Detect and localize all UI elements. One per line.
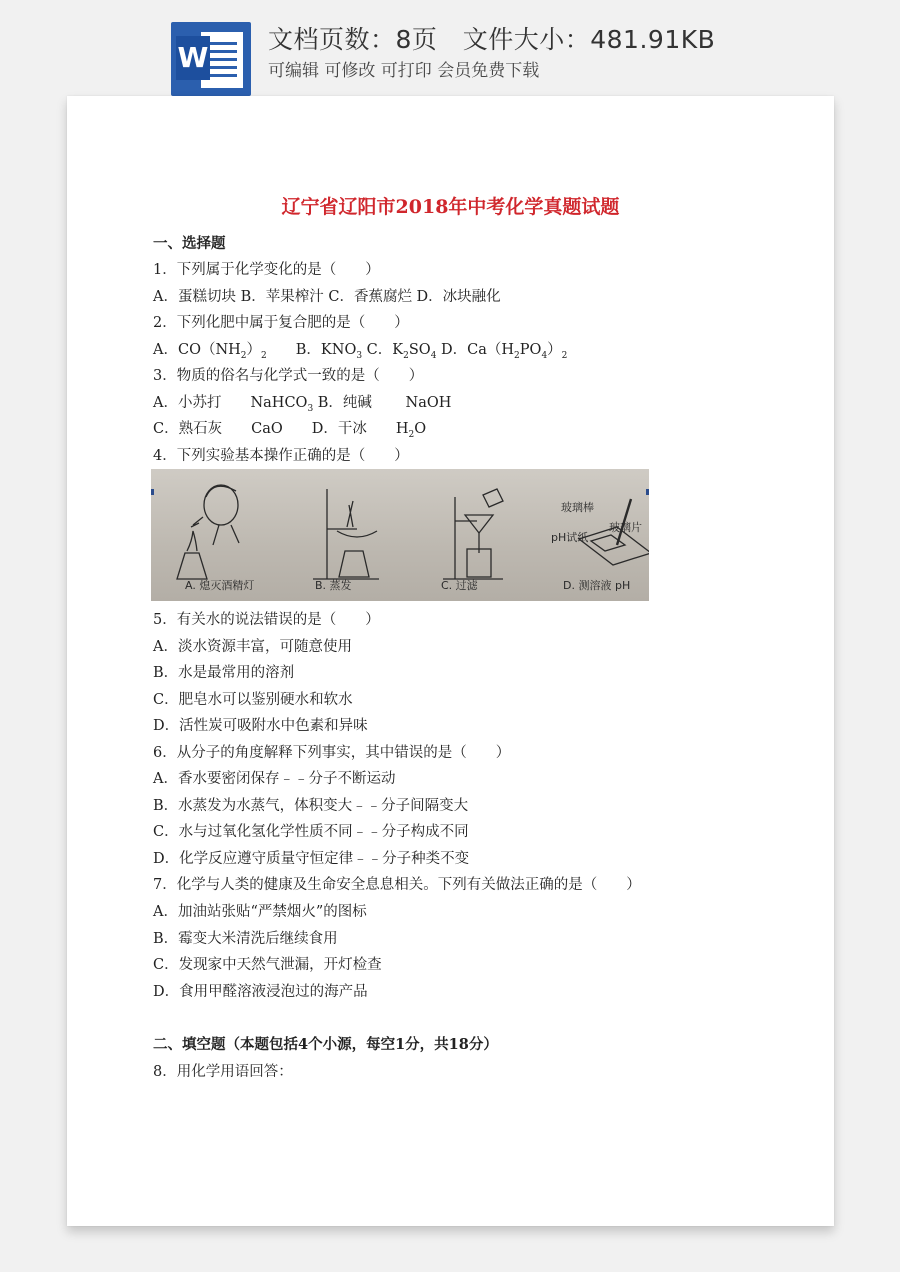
illustration-evaporation <box>313 489 379 579</box>
caption-d: D. 测溶液 pH <box>563 579 631 592</box>
question-5-option-d: D．活性炭可吸附水中色素和异味 <box>153 718 368 734</box>
caption-c: C. 过滤 <box>441 579 478 592</box>
caption-a: A. 熄灭酒精灯 <box>185 579 255 592</box>
label-ph-paper: pH试纸 <box>551 531 589 544</box>
lab-operations-figure <box>151 469 649 601</box>
word-letter: W <box>176 36 210 80</box>
question-5-option-b: B．水是最常用的溶剂 <box>153 665 295 681</box>
question-4-stem: 4．下列实验基本操作正确的是（ ） <box>153 448 409 464</box>
file-info-subtitle: 可编辑 可修改 可打印 会员免费下载 <box>268 61 540 81</box>
question-8-stem: 8．用化学用语回答： <box>153 1064 293 1080</box>
question-3-options-ab: A．小苏打 NaHCO$_3$ B．纯碱 NaOH <box>153 395 452 414</box>
question-7-stem: 7．化学与人类的健康及生命安全息息相关。下列有关做法正确的是（ ） <box>153 877 641 893</box>
question-6-stem: 6．从分子的角度解释下列事实，其中错误的是（ ） <box>153 745 511 761</box>
label-glass-sheet: 玻璃片 <box>609 521 642 534</box>
question-3-stem: 3．物质的俗名与化学式一致的是（ ） <box>153 368 424 384</box>
download-banner <box>0 0 900 96</box>
lab-illustrations <box>151 469 649 601</box>
question-2-stem: 2．下列化肥中属于复合肥的是（ ） <box>153 315 409 331</box>
section-heading-fill: 二、填空题（本题包括4个小源，每空1分，共18分） <box>153 1036 498 1053</box>
question-2-options: A．$CO(NH_2)_2$ B．$KNO_3$ C．$K_2SO_4$ D．$Ca(H_2PO_4)_2$ <box>153 342 568 361</box>
section-heading-choice: 一、选择题 <box>153 235 226 252</box>
question-7-option-b: B．霉变大米清洗后继续食用 <box>153 931 338 947</box>
illustration-alcohol-lamp <box>177 485 239 579</box>
illustration-filtration <box>443 489 503 579</box>
question-7-option-c: C．发现家中天然气泄漏，开灯检查 <box>153 957 382 973</box>
question-1-stem: 1．下列属于化学变化的是（ ） <box>153 262 380 278</box>
label-glass-rod: 玻璃棒 <box>561 501 594 514</box>
question-5-option-c: C．肥皂水可以鉴别硬水和软水 <box>153 692 353 708</box>
question-6-option-a: A．香水要密闭保存﹣﹣分子不断运动 <box>153 771 396 787</box>
question-7-option-a: A．加油站张贴“严禁烟火”的图标 <box>153 904 367 920</box>
file-info-title: 文档页数：8页 文件大小：481.91KB <box>268 25 716 54</box>
question-5-option-a: A．淡水资源丰富，可随意使用 <box>153 639 352 655</box>
question-1-options: A．蛋糕切块 B．苹果榨汁 C．香蕉腐烂 D．冰块融化 <box>153 289 501 305</box>
question-6-option-d: D．化学反应遵守质量守恒定律﹣﹣分子种类不变 <box>153 851 470 867</box>
question-3-options-cd: C．熟石灰 CaO D．干冰 $H_2O$ <box>153 421 427 440</box>
document-page <box>67 96 834 1226</box>
document-title: 辽宁省辽阳市2018年中考化学真题试题 <box>281 196 620 218</box>
question-6-option-b: B．水蒸发为水蒸气，体积变大﹣﹣分子间隔变大 <box>153 798 469 814</box>
word-document-icon <box>171 22 251 96</box>
question-5-stem: 5．有关水的说法错误的是（ ） <box>153 612 380 628</box>
caption-b: B. 蒸发 <box>315 579 352 592</box>
question-6-option-c: C．水与过氧化氢化学性质不同﹣﹣分子构成不同 <box>153 824 469 840</box>
question-7-option-d: D．食用甲醛溶液浸泡过的海产品 <box>153 984 368 1000</box>
